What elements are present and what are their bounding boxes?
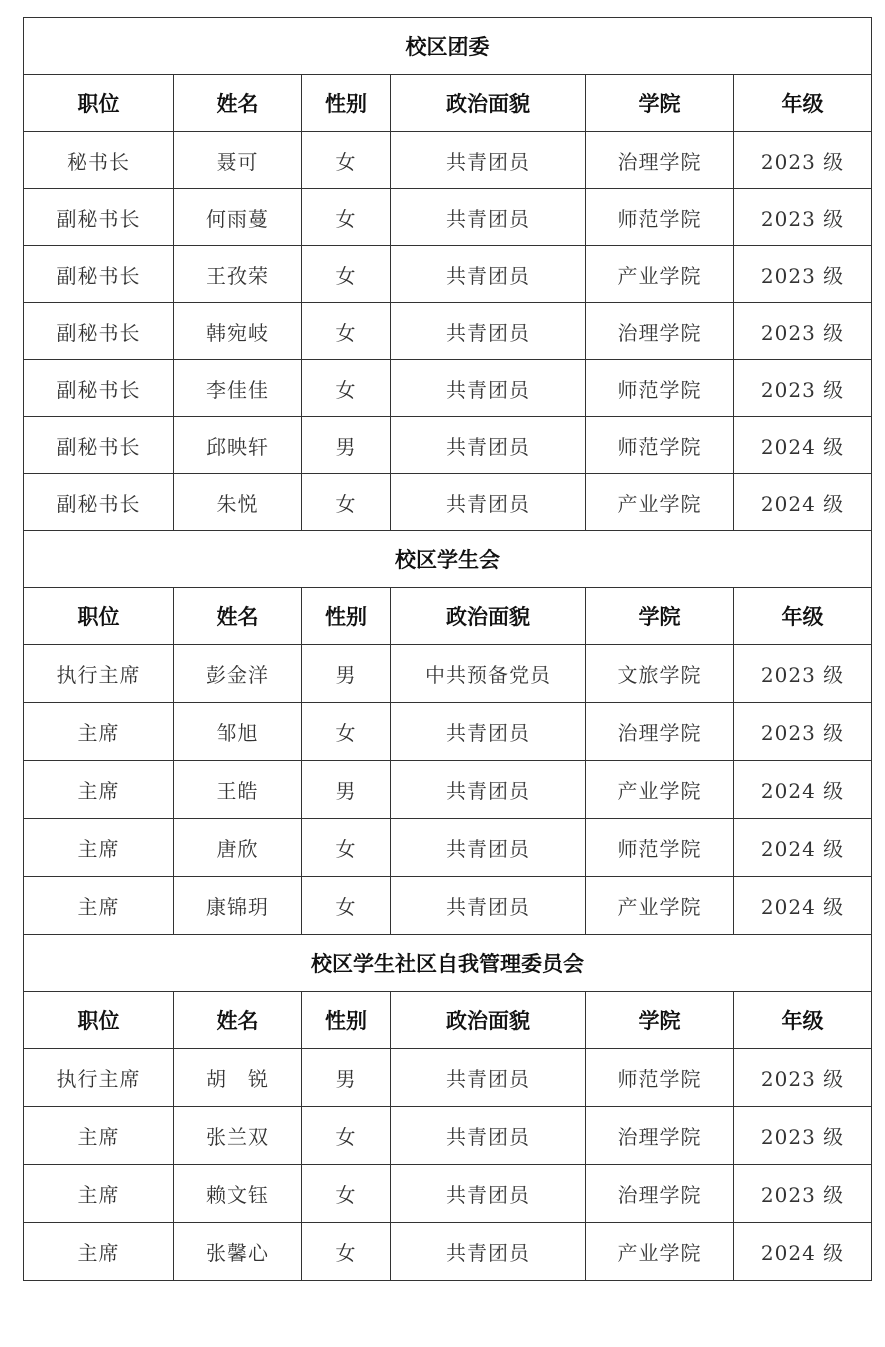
column-header-political-status: 政治面貌 [391,992,586,1049]
cell-position: 主席 [24,761,174,819]
table-row [24,1049,872,1107]
column-header-college: 学院 [586,992,734,1049]
column-header-name: 姓名 [174,588,302,645]
cell-political-status: 共青团员 [391,877,586,935]
column-header-name: 姓名 [174,992,302,1049]
cell-position: 执行主席 [24,645,174,703]
section-title: 校区学生会 [24,531,872,588]
table-row [24,1223,872,1281]
cell-college: 治理学院 [586,303,734,360]
cell-position: 副秘书长 [24,246,174,303]
cell-political-status: 中共预备党员 [391,645,586,703]
cell-name: 唐欣 [174,819,302,877]
cell-grade: 2024 级 [734,417,872,474]
cell-college: 治理学院 [586,703,734,761]
cell-name: 张兰双 [174,1107,302,1165]
cell-gender: 男 [302,1049,391,1107]
cell-position: 副秘书长 [24,360,174,417]
cell-college: 师范学院 [586,189,734,246]
cell-college: 师范学院 [586,417,734,474]
cell-position: 副秘书长 [24,303,174,360]
cell-college: 产业学院 [586,1223,734,1281]
cell-position: 秘书长 [24,132,174,189]
table-row [24,645,872,703]
table-row [24,417,872,474]
cell-college: 治理学院 [586,1107,734,1165]
cell-position: 主席 [24,819,174,877]
cell-political-status: 共青团员 [391,703,586,761]
cell-college: 师范学院 [586,1049,734,1107]
column-header-position: 职位 [24,75,174,132]
cell-grade: 2024 级 [734,819,872,877]
section-title: 校区学生社区自我管理委员会 [24,935,872,992]
column-header-row [24,588,872,645]
cell-name: 李佳佳 [174,360,302,417]
cell-gender: 女 [302,877,391,935]
column-header-position: 职位 [24,588,174,645]
table-row [24,303,872,360]
column-header-row [24,75,872,132]
cell-political-status: 共青团员 [391,303,586,360]
cell-position: 主席 [24,1107,174,1165]
section-title-row [24,18,872,75]
cell-grade: 2024 级 [734,877,872,935]
cell-gender: 男 [302,761,391,819]
cell-gender: 男 [302,645,391,703]
column-header-college: 学院 [586,588,734,645]
cell-name: 王孜荣 [174,246,302,303]
cell-gender: 女 [302,246,391,303]
cell-political-status: 共青团员 [391,1049,586,1107]
cell-position: 执行主席 [24,1049,174,1107]
cell-college: 师范学院 [586,360,734,417]
cell-college: 治理学院 [586,1165,734,1223]
cell-gender: 女 [302,303,391,360]
cell-grade: 2024 级 [734,474,872,531]
cell-grade: 2023 级 [734,189,872,246]
cell-political-status: 共青团员 [391,761,586,819]
cell-college: 治理学院 [586,132,734,189]
cell-name: 何雨蔓 [174,189,302,246]
cell-grade: 2023 级 [734,1049,872,1107]
section-title-row [24,935,872,992]
column-header-college: 学院 [586,75,734,132]
cell-name: 张馨心 [174,1223,302,1281]
cell-gender: 女 [302,360,391,417]
cell-position: 主席 [24,703,174,761]
cell-grade: 2024 级 [734,1223,872,1281]
cell-gender: 女 [302,819,391,877]
column-header-grade: 年级 [734,75,872,132]
table-row [24,132,872,189]
cell-gender: 女 [302,1223,391,1281]
cell-political-status: 共青团员 [391,1223,586,1281]
roster-table [23,17,872,1281]
cell-name: 聂可 [174,132,302,189]
cell-grade: 2023 级 [734,303,872,360]
cell-name: 胡 锐 [174,1049,302,1107]
table-row [24,246,872,303]
cell-grade: 2023 级 [734,360,872,417]
cell-grade: 2024 级 [734,761,872,819]
cell-name: 康锦玥 [174,877,302,935]
cell-political-status: 共青团员 [391,132,586,189]
cell-grade: 2023 级 [734,246,872,303]
cell-college: 师范学院 [586,819,734,877]
cell-political-status: 共青团员 [391,246,586,303]
cell-name: 邹旭 [174,703,302,761]
cell-college: 产业学院 [586,877,734,935]
cell-college: 文旅学院 [586,645,734,703]
cell-college: 产业学院 [586,474,734,531]
cell-political-status: 共青团员 [391,819,586,877]
column-header-grade: 年级 [734,588,872,645]
cell-political-status: 共青团员 [391,474,586,531]
table-row [24,761,872,819]
cell-gender: 女 [302,189,391,246]
table-row [24,877,872,935]
cell-grade: 2023 级 [734,1107,872,1165]
cell-gender: 女 [302,1107,391,1165]
cell-grade: 2023 级 [734,645,872,703]
cell-name: 邱映轩 [174,417,302,474]
table-row [24,703,872,761]
cell-political-status: 共青团员 [391,360,586,417]
cell-gender: 男 [302,417,391,474]
section-title: 校区团委 [24,18,872,75]
section-title-row [24,531,872,588]
cell-name: 韩宛岐 [174,303,302,360]
cell-position: 副秘书长 [24,189,174,246]
column-header-gender: 性别 [302,992,391,1049]
column-header-row [24,992,872,1049]
cell-gender: 女 [302,132,391,189]
cell-grade: 2023 级 [734,703,872,761]
cell-name: 朱悦 [174,474,302,531]
column-header-gender: 性别 [302,588,391,645]
table-row [24,189,872,246]
cell-position: 主席 [24,1223,174,1281]
cell-college: 产业学院 [586,246,734,303]
cell-grade: 2023 级 [734,132,872,189]
table-row [24,819,872,877]
cell-position: 副秘书长 [24,417,174,474]
cell-name: 彭金洋 [174,645,302,703]
cell-college: 产业学院 [586,761,734,819]
cell-political-status: 共青团员 [391,1165,586,1223]
table-row [24,1107,872,1165]
cell-gender: 女 [302,474,391,531]
column-header-gender: 性别 [302,75,391,132]
cell-position: 主席 [24,1165,174,1223]
column-header-name: 姓名 [174,75,302,132]
cell-position: 副秘书长 [24,474,174,531]
table-row [24,360,872,417]
column-header-political-status: 政治面貌 [391,75,586,132]
roster-body [24,18,872,1281]
column-header-grade: 年级 [734,992,872,1049]
table-row [24,1165,872,1223]
cell-name: 王皓 [174,761,302,819]
column-header-political-status: 政治面貌 [391,588,586,645]
cell-position: 主席 [24,877,174,935]
cell-name: 赖文钰 [174,1165,302,1223]
cell-grade: 2023 级 [734,1165,872,1223]
cell-political-status: 共青团员 [391,189,586,246]
column-header-position: 职位 [24,992,174,1049]
cell-political-status: 共青团员 [391,417,586,474]
table-row [24,474,872,531]
cell-gender: 女 [302,703,391,761]
cell-political-status: 共青团员 [391,1107,586,1165]
cell-gender: 女 [302,1165,391,1223]
